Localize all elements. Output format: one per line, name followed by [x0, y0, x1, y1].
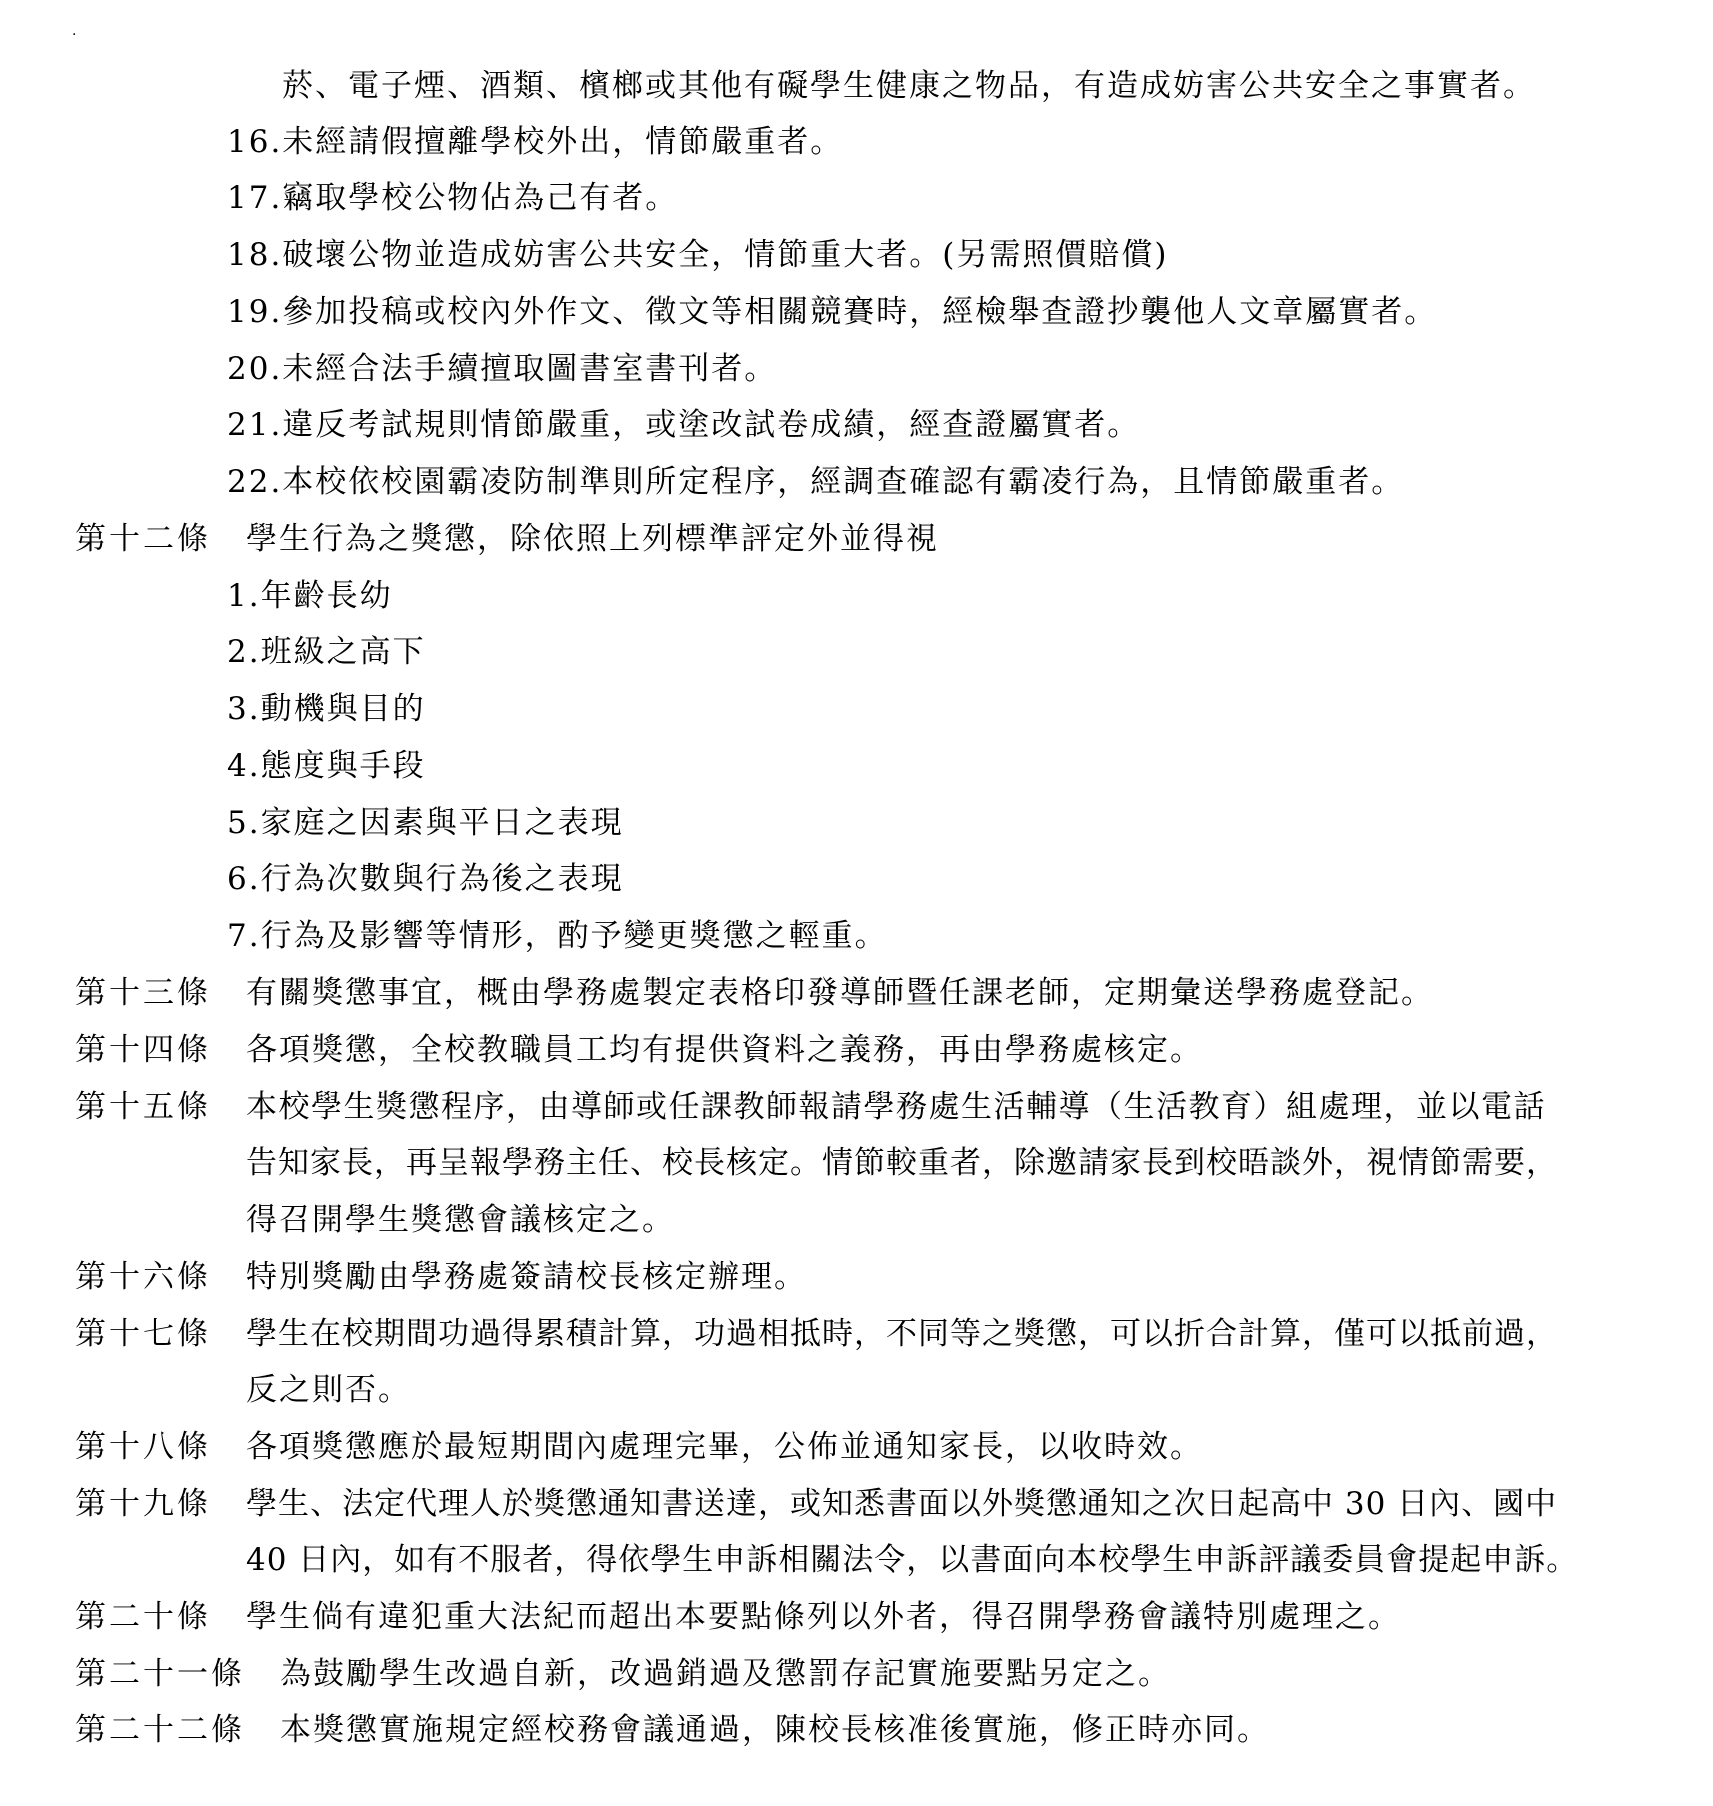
article-12-label: 第十二條	[75, 521, 211, 557]
list-item: 16.未經請假擅離學校外出，情節嚴重者。	[227, 124, 844, 160]
list-item: 2.班級之高下	[227, 634, 426, 670]
article-17-line: 學生在校期間功過得累積計算，功過相抵時，不同等之獎懲，可以折合計算，僅可以抵前過，	[246, 1316, 1558, 1352]
article-15-line: 本校學生獎懲程序，由導師或任課教師報請學務處生活輔導（生活教育）組處理，並以電話	[246, 1089, 1546, 1125]
article-14-label: 第十四條	[75, 1032, 211, 1068]
page-marker: .	[72, 23, 77, 39]
list-item: 7.行為及影響等情形，酌予變更獎懲之輕重。	[227, 918, 888, 954]
list-item: 17.竊取學校公物佔為己有者。	[227, 180, 679, 216]
list-item: 1.年齡長幼	[227, 578, 393, 614]
article-22-label: 第二十二條	[75, 1712, 245, 1748]
article-15-line: 告知家長，再呈報學務主任、校長核定。情節較重者，除邀請家長到校晤談外，視情節需要，	[246, 1145, 1558, 1181]
article-21-label: 第二十一條	[75, 1656, 245, 1692]
article-16-label: 第十六條	[75, 1259, 211, 1295]
list-item: 22.本校依校園霸凌防制準則所定程序，經調查確認有霸凌行為，且情節嚴重者。	[227, 464, 1405, 500]
article-19-line: 40 日內，如有不服者，得依學生申訴相關法令，以書面向本校學生申訴評議委員會提起申訴。	[246, 1542, 1579, 1578]
article-14-text: 各項獎懲，全校教職員工均有提供資料之義務，再由學務處核定。	[246, 1032, 1203, 1068]
article-19-line: 學生、法定代理人於獎懲通知書送達，或知悉書面以外獎懲通知之次日起高中 30 日內、國中	[246, 1486, 1558, 1522]
article-12-text: 學生行為之獎懲，除依照上列標準評定外並得視	[246, 521, 939, 557]
article-17-line: 反之則否。	[246, 1372, 411, 1408]
article-15-label: 第十五條	[75, 1089, 211, 1125]
list-item: 6.行為次數與行為後之表現	[227, 861, 624, 897]
article-22-text: 本獎懲實施規定經校務會議通過，陳校長核准後實施，修正時亦同。	[280, 1712, 1270, 1748]
article-20-label: 第二十條	[75, 1599, 211, 1635]
list-item: 3.動機與目的	[227, 691, 426, 727]
list-item: 18.破壞公物並造成妨害公共安全，情節重大者。(另需照價賠償)	[227, 237, 1169, 273]
article-13-text: 有關獎懲事宜，概由學務處製定表格印發導師暨任課老師，定期彙送學務處登記。	[246, 975, 1434, 1011]
article-16-text: 特別獎勵由學務處簽請校長核定辦理。	[246, 1259, 807, 1295]
article-17-label: 第十七條	[75, 1316, 211, 1352]
article-21-text: 為鼓勵學生改過自新，改過銷過及懲罰存記實施要點另定之。	[280, 1656, 1171, 1692]
article-18-text: 各項獎懲應於最短期間內處理完畢，公佈並通知家長，以收時效。	[246, 1429, 1203, 1465]
continuation-line: 菸、電子煙、酒類、檳榔或其他有礙學生健康之物品，有造成妨害公共安全之事實者。	[282, 68, 1536, 104]
list-item: 21.違反考試規則情節嚴重，或塗改試卷成績，經查證屬實者。	[227, 407, 1141, 443]
article-20-text: 學生倘有違犯重大法紀而超出本要點條列以外者，得召開學務會議特別處理之。	[246, 1599, 1401, 1635]
article-13-label: 第十三條	[75, 975, 211, 1011]
article-18-label: 第十八條	[75, 1429, 211, 1465]
list-item: 20.未經合法手續擅取圖書室書刊者。	[227, 351, 778, 387]
list-item: 19.參加投稿或校內外作文、徵文等相關競賽時，經檢舉查證抄襲他人文章屬實者。	[227, 294, 1438, 330]
list-item: 4.態度與手段	[227, 748, 426, 784]
list-item: 5.家庭之因素與平日之表現	[227, 805, 624, 841]
article-15-line: 得召開學生獎懲會議核定之。	[246, 1202, 675, 1238]
article-19-label: 第十九條	[75, 1486, 211, 1522]
